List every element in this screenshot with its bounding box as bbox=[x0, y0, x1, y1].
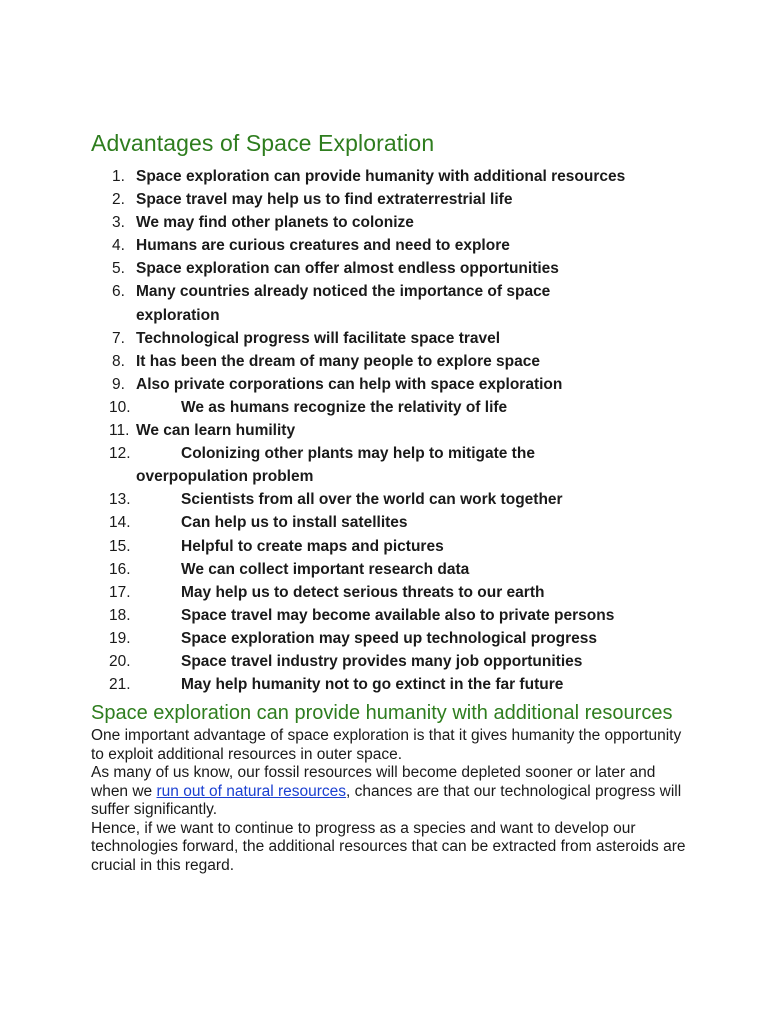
list-number: 1. bbox=[112, 168, 125, 185]
list-number: 9. bbox=[112, 375, 125, 393]
list-text: Helpful to create maps and pictures bbox=[181, 537, 444, 555]
list-number: 15. bbox=[109, 537, 131, 555]
list-number: 8. bbox=[112, 352, 125, 370]
list-number: 20. bbox=[109, 652, 131, 670]
list-text: Space exploration may speed up technological progress bbox=[181, 629, 598, 647]
list-number: 12. bbox=[109, 445, 131, 463]
list-number: 6. bbox=[112, 283, 125, 301]
list-text: Space exploration can offer almost endless opportunities bbox=[136, 260, 559, 278]
list-item bbox=[91, 165, 691, 188]
paragraph: One important advantage of space exploration is that it gives humanity the opportunity to exploit additional resources in outer space. bbox=[91, 727, 682, 763]
list-text: Humans are curious creatures and need to explore bbox=[136, 237, 510, 255]
list-item bbox=[91, 211, 691, 234]
list-text: Space travel industry provides many job opportunities bbox=[181, 652, 583, 670]
list-item bbox=[91, 350, 691, 373]
list-item bbox=[91, 257, 691, 280]
list-text: We can collect important research data bbox=[181, 560, 470, 578]
list-number: 14. bbox=[109, 514, 131, 532]
list-item bbox=[91, 673, 691, 696]
page-title: Advantages of Space Exploration bbox=[91, 130, 435, 156]
list-text: Space travel may become available also to private persons bbox=[181, 606, 615, 624]
list-text: Space travel may help us to find extraterrestrial life bbox=[136, 191, 513, 209]
list-number: 13. bbox=[109, 491, 131, 509]
list-number: 16. bbox=[109, 560, 131, 578]
list-item bbox=[91, 396, 691, 419]
list-item bbox=[91, 558, 691, 581]
list-item bbox=[91, 419, 691, 442]
list-number: 5. bbox=[112, 260, 125, 278]
list-item bbox=[91, 373, 691, 396]
list-number: 7. bbox=[112, 329, 125, 347]
paragraph-text: As many of us know, our fossil resources will become depleted sooner or later and when we bbox=[91, 764, 656, 800]
list-item bbox=[91, 442, 691, 488]
list-item bbox=[91, 188, 691, 211]
advantages-list bbox=[91, 165, 691, 696]
natural-resources-link[interactable]: run out of natural resources bbox=[156, 782, 347, 800]
list-item bbox=[91, 581, 691, 604]
list-text: We may find other planets to colonize bbox=[136, 214, 414, 232]
paragraph-text: , chances are that our technological progress will suffer significantly. bbox=[91, 782, 682, 819]
list-item bbox=[91, 535, 691, 558]
paragraph: Hence, if we want to continue to progress as a species and want to develop our technologies forward, the additional resources that can be extracted from asteroids are crucial in this regard. bbox=[91, 819, 686, 874]
list-text: May help us to detect serious threats to our earth bbox=[181, 583, 545, 601]
list-text: Also private corporations can help with space exploration bbox=[136, 375, 563, 393]
list-text: Space exploration can provide humanity with additional resources bbox=[136, 168, 626, 185]
list-number: 19. bbox=[109, 629, 131, 647]
list-text: Many countries already noticed the importance of space exploration bbox=[136, 283, 551, 324]
paragraph bbox=[91, 764, 691, 820]
list-number: 17. bbox=[109, 583, 131, 601]
list-number: 3. bbox=[112, 214, 125, 232]
document-page bbox=[91, 128, 691, 875]
list-number: 2. bbox=[112, 191, 125, 209]
list-item bbox=[91, 650, 691, 673]
list-number: 10. bbox=[109, 398, 131, 416]
section-heading: Space exploration can provide humanity with additional resources bbox=[91, 702, 673, 725]
list-item bbox=[91, 511, 691, 534]
list-item bbox=[91, 488, 691, 511]
list-item bbox=[91, 280, 691, 326]
list-text: We can learn humility bbox=[136, 422, 296, 440]
list-number: 11. bbox=[109, 422, 130, 440]
list-item bbox=[91, 234, 691, 257]
list-text: Scientists from all over the world can work together bbox=[181, 491, 563, 509]
list-number: 4. bbox=[112, 237, 125, 255]
list-text: It has been the dream of many people to explore space bbox=[136, 352, 540, 370]
list-item bbox=[91, 327, 691, 350]
list-text: Can help us to install satellites bbox=[181, 514, 408, 532]
list-text: Technological progress will facilitate space travel bbox=[136, 329, 501, 347]
list-number: 21. bbox=[109, 676, 131, 694]
section-body bbox=[91, 727, 691, 875]
list-text: May help humanity not to go extinct in the far future bbox=[181, 676, 564, 694]
list-number: 18. bbox=[109, 606, 131, 624]
list-text: We as humans recognize the relativity of life bbox=[181, 398, 508, 416]
list-item bbox=[91, 627, 691, 650]
list-text: Colonizing other plants may help to mitigate the overpopulation problem bbox=[136, 445, 535, 486]
list-item bbox=[91, 604, 691, 627]
